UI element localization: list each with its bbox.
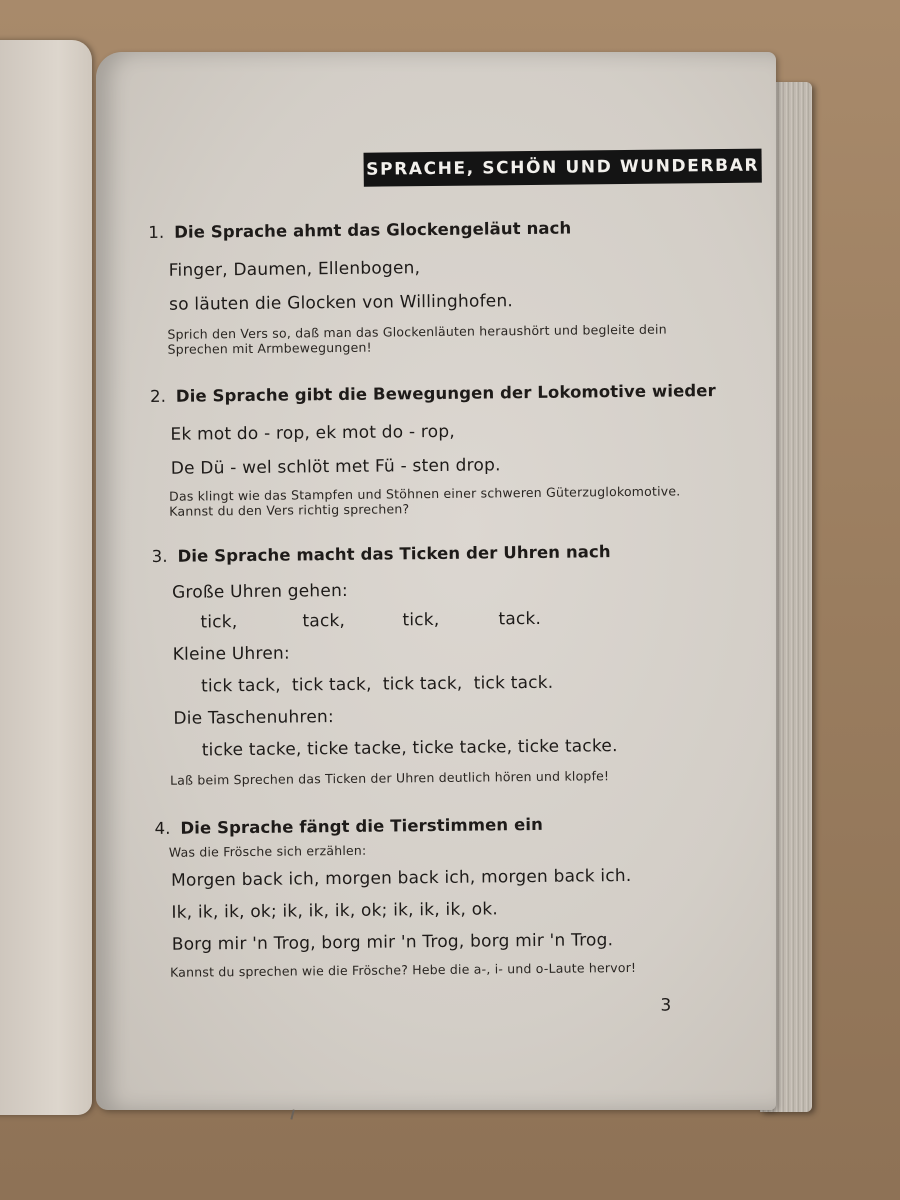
section-title: Die Sprache fängt die Tierstimmen ein — [180, 814, 544, 838]
left-book-page — [0, 40, 92, 1115]
section-4-heading — [154, 815, 543, 838]
section-1-heading — [148, 219, 571, 242]
clock-label: Die Taschenuhren: — [173, 707, 334, 729]
section-title: Die Sprache macht das Ticken der Uhren nach — [177, 542, 611, 566]
section-note: Kannst du sprechen wie die Frösche? Hebe die a-, i- und o-Laute hervor! — [170, 959, 637, 980]
clock-label: Große Uhren gehen: — [172, 580, 349, 603]
book-page — [96, 52, 776, 1110]
section-2-heading — [150, 381, 716, 406]
section-number: 4. — [154, 818, 171, 838]
section-note: Das klingt wie das Stampfen und Stöhnen einer schweren Güterzuglokomotive. Kannst du den Vers richtig sprechen? — [169, 483, 681, 519]
page-number: 3 — [660, 995, 672, 1016]
verse-line: Finger, Daumen, Ellenbogen, — [168, 258, 421, 281]
verse-line: De Dü - wel schlöt met Fü - sten drop. — [170, 455, 501, 479]
section-number: 1. — [148, 222, 165, 242]
verse-line: so läuten die Glocken von Willinghofen. — [168, 291, 514, 315]
big-clock-row — [96, 606, 776, 635]
section-title: Die Sprache ahmt das Glockengeläut nach — [174, 218, 572, 242]
small-clock-row: tick tack, tick tack, tick tack, tick tack. — [200, 672, 554, 697]
section-note: Laß beim Sprechen das Ticken der Uhren deutlich hören und klopfe! — [169, 768, 610, 788]
verse-line: Morgen back ich, morgen back ich, morgen back ich. — [171, 865, 632, 891]
section-3-heading — [152, 542, 611, 566]
verse-line: Borg mir 'n Trog, borg mir 'n Trog, borg mir 'n Trog. — [171, 930, 614, 955]
tick-word: tack, — [302, 610, 346, 632]
verse-line: Ik, ik, ik, ok; ik, ik, ik, ok; ik, ik, ik, ok. — [171, 899, 499, 923]
section-note: Sprich den Vers so, daß man das Glockenläuten heraushört und begleite dein Sprechen mit Armbewegungen! — [167, 321, 667, 357]
section-number: 3. — [151, 546, 168, 566]
page-content — [90, 48, 781, 1113]
verse-line: Ek mot do - rop, ek mot do - rop, — [170, 421, 455, 445]
section-title: Die Sprache gibt die Bewegungen der Lokomotive wieder — [175, 381, 716, 406]
tick-word: tick, — [402, 609, 440, 631]
clock-label: Kleine Uhren: — [172, 643, 290, 665]
tick-word: tack. — [498, 608, 542, 630]
section-subtitle: Was die Frösche sich erzählen: — [168, 842, 367, 860]
pencil-mark — [290, 1109, 294, 1119]
chapter-header: SPRACHE, SCHÖN UND WUNDERBAR — [364, 149, 762, 187]
section-number: 2. — [149, 386, 167, 406]
tick-word: tick, — [200, 612, 238, 633]
pocket-clock-row: ticke tacke, ticke tacke, ticke tacke, ticke tacke. — [201, 736, 618, 761]
